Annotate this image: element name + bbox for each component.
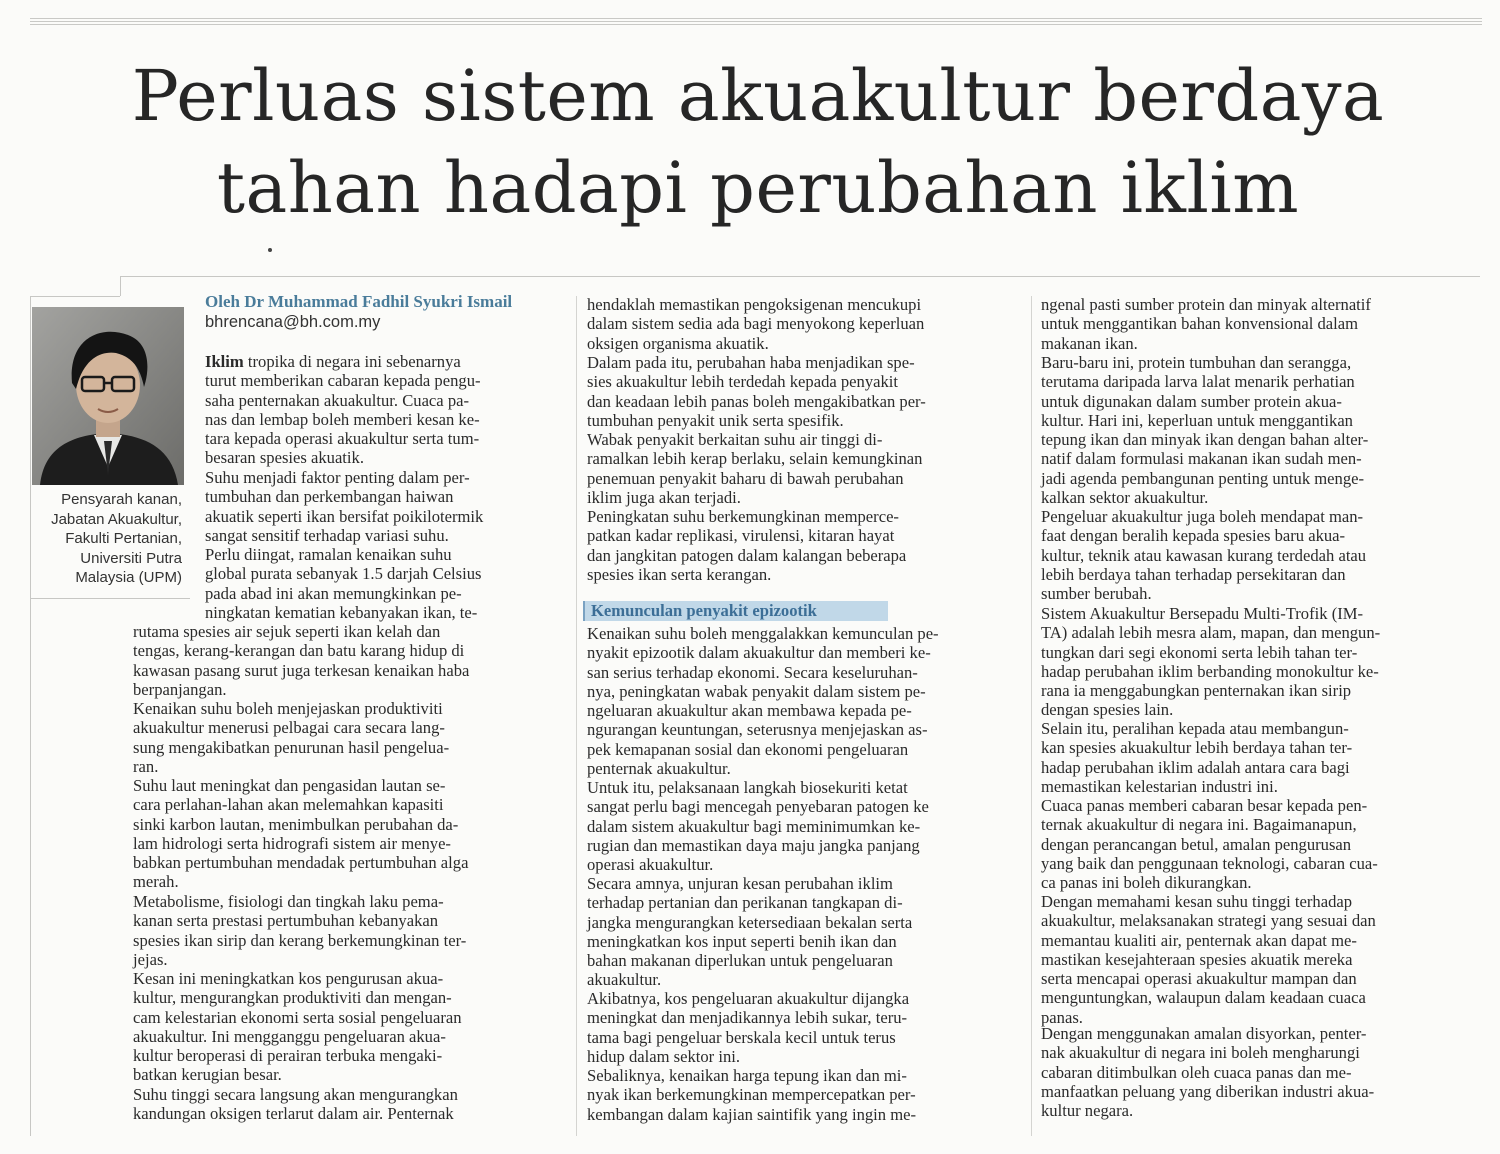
paragraph-line: san serius terhadap ekonomi. Secara keseluruhan- [587, 662, 918, 682]
paragraph-line: iklim juga akan terjadi. [587, 487, 741, 507]
paragraph-line: akuakultur. [587, 970, 662, 990]
paragraph-line: batkan kerugian besar. [133, 1065, 282, 1085]
paragraph-line: tara kepada operasi akuakultur serta tum- [205, 429, 480, 449]
paragraph [205, 352, 481, 468]
paragraph [133, 776, 468, 892]
paragraph-line: makanan ikan. [1041, 333, 1138, 353]
paragraph-line: cara perlahan-lahan akan melemahkan kapasiti [133, 795, 444, 815]
paragraph-line: dalam sistem sedia ada bagi menyokong keperluan [587, 314, 925, 334]
paragraph [205, 468, 483, 545]
paragraph-line: merah. [133, 872, 179, 892]
paragraph-line: untuk menggantikan bahan konvensional dalam [1041, 314, 1359, 334]
paragraph-line: tungkan dari segi ekonomi serta lebih tahan ter- [1041, 642, 1358, 662]
paragraph-line: pada abad ini akan memungkinkan pe- [205, 583, 462, 603]
paragraph-line: Akibatnya, kos pengeluaran akuakultur dijangka [587, 989, 910, 1008]
paragraph-line: spesies ikan sirip dan kerang berkemungkinan ter- [133, 930, 467, 950]
paragraph-line: hadap perubahan iklim berbanding monokultur ke- [1041, 661, 1379, 681]
paragraph [133, 699, 449, 776]
paragraph-line: penternak akuakultur. [587, 759, 731, 779]
paragraph-line: rutama spesies air sejuk seperti ikan kelah dan [133, 622, 441, 641]
paragraph-line: sangat perlu bagi mencegah penyebaran patogen ke [587, 797, 929, 817]
paragraph-line: hendaklah memastikan pengoksigenan mencukupi [587, 295, 922, 314]
paragraph-line: akuakultur menerusi pelbagai cara secara lang- [133, 718, 445, 738]
paragraph-line: Selain itu, peralihan kepada atau membangun- [1041, 719, 1349, 738]
paragraph [133, 892, 466, 969]
caption-line: Fakulti Pertanian, [65, 530, 182, 547]
paragraph-line: nak akuakultur di negara ini boleh mengharungi [1041, 1043, 1360, 1063]
paragraph-line: natif dalam formulasi makanan ikan sudah men- [1041, 449, 1362, 469]
paragraph-line: rugian dan memastikan daya maju jangka panjang [587, 835, 920, 855]
paragraph-line: bahan makanan diperlukan untuk pengeluaran [587, 951, 893, 971]
paragraph-line: kalkan sektor akuakultur. [1041, 488, 1209, 508]
paragraph-line: ngenal pasti sumber protein dan minyak alternatif [1041, 295, 1371, 314]
frame-rule [30, 296, 31, 1136]
paragraph-line: hidup dalam sektor ini. [587, 1046, 741, 1066]
paragraph [587, 1066, 916, 1124]
paragraph-line: nyak ikan berkemungkinan mempercepatkan per- [587, 1085, 916, 1105]
paragraph [1041, 507, 1366, 603]
paragraph-line: kanan serta prestasi pertumbuhan kebanyakan [133, 911, 439, 931]
paragraph-line: cabaran ditimbulkan oleh cuaca panas dan me- [1041, 1062, 1352, 1082]
paragraph-line: Metabolisme, fisiologi dan tingkah laku pema- [133, 892, 444, 911]
paragraph-line: Wabak penyakit berkaitan suhu air tinggi di- [587, 430, 883, 449]
author-caption [36, 490, 182, 588]
top-decorative-rule [30, 18, 1482, 26]
paragraph-line: faat dengan beralih kepada spesies baru akua- [1041, 526, 1346, 546]
paragraph-line: kultur, mengurangkan produktiviti dan mengan- [133, 988, 452, 1008]
paragraph-line: dalam sistem akuakultur bagi meminimumkan ke- [587, 816, 921, 836]
column-divider [576, 296, 577, 1136]
paragraph-line: kembangan dalam kajian saintifik yang ingin me- [587, 1104, 917, 1124]
paragraph-line: Peningkatan suhu berkemungkinan memperce- [587, 507, 899, 526]
paragraph-line: ternak akuakultur di negara ini. Bagaimanapun, [1041, 815, 1357, 835]
paragraph-line: mastikan kesejahteraan spesies akuatik mereka [1041, 949, 1353, 969]
ink-dot [268, 248, 272, 252]
paragraph-line: operasi akuakultur. [587, 855, 714, 875]
paragraph-line: jejas. [133, 949, 168, 969]
paragraph-line: kultur. Hari ini, keperluan untuk menggantikan [1041, 410, 1353, 430]
paragraph-line: kan spesies akuakultur lebih berdaya tahan ter- [1041, 738, 1353, 758]
paragraph-line: hadap perubahan iklim adalah antara cara bagi [1041, 757, 1350, 777]
paragraph-line: nyakit epizootik dalam akuakultur dan memberi ke- [587, 643, 931, 663]
paragraph-line: terhadap pertanian dan perikanan tangkapan di- [587, 893, 903, 913]
paragraph-line: TA) adalah lebih mesra alam, mapan, dan mengun- [1041, 623, 1381, 643]
paragraph-line: tumbuhan penyakit unik serta spesifik. [587, 410, 844, 430]
paragraph [133, 622, 469, 699]
paragraph-line: ca panas ini boleh dikurangkan. [1041, 873, 1252, 893]
paragraph-line: global purata sebanyak 1.5 darjah Celsius [205, 564, 482, 584]
paragraph [205, 545, 482, 622]
paragraph-line: meningkat dan menjadikannya lebih sukar, teru- [587, 1008, 908, 1028]
paragraph-line: untuk digunakan dalam sumber protein akua- [1041, 391, 1342, 411]
paragraph-line: akuakultur. Ini mengganggu pengeluaran akua- [133, 1026, 446, 1046]
paragraph-line: dan keadaan lebih panas boleh mengakibatkan per- [587, 391, 926, 411]
paragraph-line: menguntungkan, walaupun dalam keadaan cuaca [1041, 988, 1366, 1008]
paragraph [1041, 295, 1371, 353]
paragraph [587, 778, 929, 874]
paragraph-line: Baru-baru ini, protein tumbuhan dan serangga, [1041, 353, 1352, 372]
paragraph-line: oksigen organisma akuatik. [587, 333, 769, 353]
paragraph-line: ningkatan kematian kebanyakan ikan, te- [205, 602, 478, 622]
caption-line: Jabatan Akuakultur, [51, 510, 182, 528]
paragraph [587, 624, 939, 778]
paragraph-line: tama bagi pengeluar berskala kecil untuk terus [587, 1027, 896, 1047]
paragraph-line: Pengeluar akuakultur juga boleh mendapat man- [1041, 507, 1364, 526]
paragraph-line: Untuk itu, pelaksanaan langkah biosekuriti ketat [587, 778, 908, 797]
paragraph-line: sung mengakibatkan penurunan hasil pengelua- [133, 737, 450, 757]
paragraph-line: Sebaliknya, kenaikan harga tepung ikan dan mi- [587, 1066, 907, 1085]
byline-author: Oleh Dr Muhammad Fadhil Syukri Ismail [205, 292, 513, 311]
paragraph-line: dengan perancangan betul, amalan pengurusan [1041, 834, 1352, 854]
caption-line: Pensyarah kanan, [61, 491, 182, 508]
paragraph-line [205, 352, 481, 371]
author-photo [32, 307, 184, 485]
byline-email: bhrencana@bh.com.my [205, 313, 381, 331]
paragraph-line: lebih berdaya tahan terhadap persekitaran dan [1041, 564, 1346, 584]
paragraph-line: rana ia menggabungkan penternakan ikan sirip [1041, 681, 1352, 701]
caption-line: Malaysia (UPM) [75, 569, 182, 586]
paragraph-line: spesies ikan serta kerangan. [587, 564, 772, 584]
paragraph [587, 507, 906, 584]
paragraph [587, 295, 924, 353]
paragraph-line: yang baik dan penggunaan teknologi, cabaran cua- [1041, 853, 1378, 873]
paragraph-line: nya, peningkatan wabak penyakit dalam sistem pe- [587, 681, 926, 701]
paragraph [1041, 1024, 1374, 1120]
photo-box-rule [30, 598, 190, 599]
paragraph-line: pek kemapanan sosial dan ekonomi pengeluaran [587, 739, 909, 759]
paragraph-line: ngeluaran akuakultur akan membawa kepada pe- [587, 701, 912, 721]
paragraph-line: kultur beroperasi di perairan terbuka mengaki- [133, 1046, 443, 1066]
paragraph-line: ngurangan keuntungan, seterusnya menjejaskan as- [587, 720, 928, 740]
paragraph [587, 874, 912, 990]
paragraph-line: serta mencapai operasi akuakultur mampan dan [1041, 969, 1357, 989]
paragraph-line: akuakultur, melaksanakan strategi yang sesuai dan [1041, 911, 1376, 931]
paragraph-line: lam hidrologi serta hidrografi sistem air menye- [133, 833, 451, 853]
paragraph-line: tengas, kerang-kerangan dan batu karang hidup di [133, 641, 465, 661]
paragraph-line: tepung ikan dan minyak ikan dengan bahan alter- [1041, 430, 1369, 450]
caption-line: Universiti Putra [80, 549, 182, 567]
paragraph-line: Perlu diingat, ramalan kenaikan suhu [205, 545, 452, 564]
article-headline [28, 50, 1488, 234]
column-divider [1031, 296, 1032, 1136]
frame-rule [120, 276, 121, 296]
paragraph-line: jangka mengurangkan ketersediaan bekalan serta [587, 912, 913, 932]
paragraph-line: patkan kadar replikasi, virulensi, kitaran hayat [587, 526, 895, 546]
paragraph-line: sinki karbon lautan, menimbulkan perubahan da- [133, 814, 459, 834]
paragraph-line: terutama daripada larva lalat menarik perhatian [1041, 372, 1355, 392]
paragraph [1041, 892, 1376, 1027]
paragraph-line: kultur negara. [1041, 1101, 1134, 1121]
paragraph-line: Kenaikan suhu boleh menggalakkan kemunculan pe- [587, 624, 939, 643]
lead-line-rest: tropika di negara ini sebenarnya [243, 352, 461, 371]
paragraph [1041, 604, 1380, 720]
drop-lead-word: Iklim [205, 352, 244, 371]
paragraph [133, 1085, 458, 1124]
paragraph-line: meningkatkan kos input seperti benih ikan dan [587, 931, 897, 951]
paragraph-line: kultur, teknik atau kawasan kurang terdedah atau [1041, 545, 1367, 565]
paragraph-line: ramalkan lebih kerap berlaku, selain kemungkinan [587, 449, 923, 469]
paragraph-line: Dengan memahami kesan suhu tinggi terhadap [1041, 892, 1353, 911]
paragraph-line: Secara amnya, unjuran kesan perubahan iklim [587, 874, 893, 893]
paragraph [587, 353, 926, 430]
paragraph-line: kawasan pasang surut juga terkesan kenaikan haba [133, 660, 470, 680]
paragraph-line: manfaatkan peluang yang diberikan industri akua- [1041, 1081, 1375, 1101]
paragraph-line: Sistem Akuakultur Bersepadu Multi-Trofik (IM- [1041, 604, 1364, 623]
paragraph [587, 430, 922, 507]
paragraph-line: berpanjangan. [133, 679, 227, 699]
paragraph-line: Dalam pada itu, perubahan haba menjadikan spe- [587, 353, 915, 372]
paragraph-line: sumber berubah. [1041, 584, 1152, 604]
paragraph-line: babkan pertumbuhan mendadak pertumbuhan alga [133, 853, 469, 873]
paragraph-line: cam kelestarian ekonomi serta sosial pengeluaran [133, 1007, 462, 1027]
frame-rule [120, 276, 1480, 277]
paragraph-line: Suhu laut meningkat dan pengasidan lautan se- [133, 776, 446, 795]
paragraph [133, 969, 462, 1085]
paragraph-line: dengan spesies lain. [1041, 700, 1174, 720]
paragraph-line: panas. [1041, 1007, 1083, 1027]
paragraph [587, 989, 909, 1066]
paragraph-line: sies akuakultur lebih terdedah kepada penyakit [587, 372, 899, 392]
paragraph-line: akuatik seperti ikan bersifat poikilotermik [205, 506, 484, 526]
headline-line: tahan hadapi perubahan iklim [216, 147, 1300, 229]
paragraph-line: memantau kualiti air, penternak akan dapat me- [1041, 930, 1357, 950]
paragraph-line: nas dan lembap boleh memberi kesan ke- [205, 409, 480, 429]
paragraph-line: penemuan penyakit baharu di bawah perubahan [587, 468, 904, 488]
author-portrait-illustration [32, 307, 184, 485]
section-subheading [583, 601, 888, 621]
paragraph-line: jadi agenda pembangunan penting untuk menge- [1041, 468, 1365, 488]
headline-line: Perluas sistem akuakultur berdaya [131, 55, 1385, 137]
subheading-text: Kemunculan penyakit epizootik [591, 601, 817, 620]
paragraph-line: dan jangkitan patogen dalam kalangan beberapa [587, 545, 907, 565]
paragraph-line: Kesan ini meningkatkan kos pengurusan akua- [133, 969, 444, 988]
paragraph [1041, 796, 1378, 892]
frame-rule [30, 296, 120, 297]
paragraph [1041, 719, 1352, 796]
paragraph-line: ran. [133, 756, 159, 776]
paragraph [1041, 353, 1368, 507]
paragraph-line: Suhu tinggi secara langsung akan mengurangkan [133, 1085, 458, 1104]
paragraph-line: turut memberikan cabaran kepada pengu- [205, 371, 481, 391]
paragraph-line: besaran spesies akuatik. [205, 448, 364, 468]
paragraph-line: Kenaikan suhu boleh menjejaskan produktiviti [133, 699, 443, 718]
paragraph-line: sangat sensitif terhadap variasi suhu. [205, 525, 449, 545]
paragraph-line: saha penternakan akuakultur. Cuaca pa- [205, 390, 470, 410]
paragraph-line: Cuaca panas memberi cabaran besar kepada pen- [1041, 796, 1368, 815]
paragraph-line: tumbuhan dan perkembangan haiwan [205, 487, 454, 507]
paragraph-line: memastikan kelestarian industri ini. [1041, 776, 1278, 796]
paragraph-line: Suhu menjadi faktor penting dalam per- [205, 468, 470, 487]
paragraph-line: Dengan menggunakan amalan disyorkan, penter- [1041, 1024, 1367, 1043]
paragraph-line: kandungan oksigen terlarut dalam air. Penternak [133, 1104, 454, 1124]
